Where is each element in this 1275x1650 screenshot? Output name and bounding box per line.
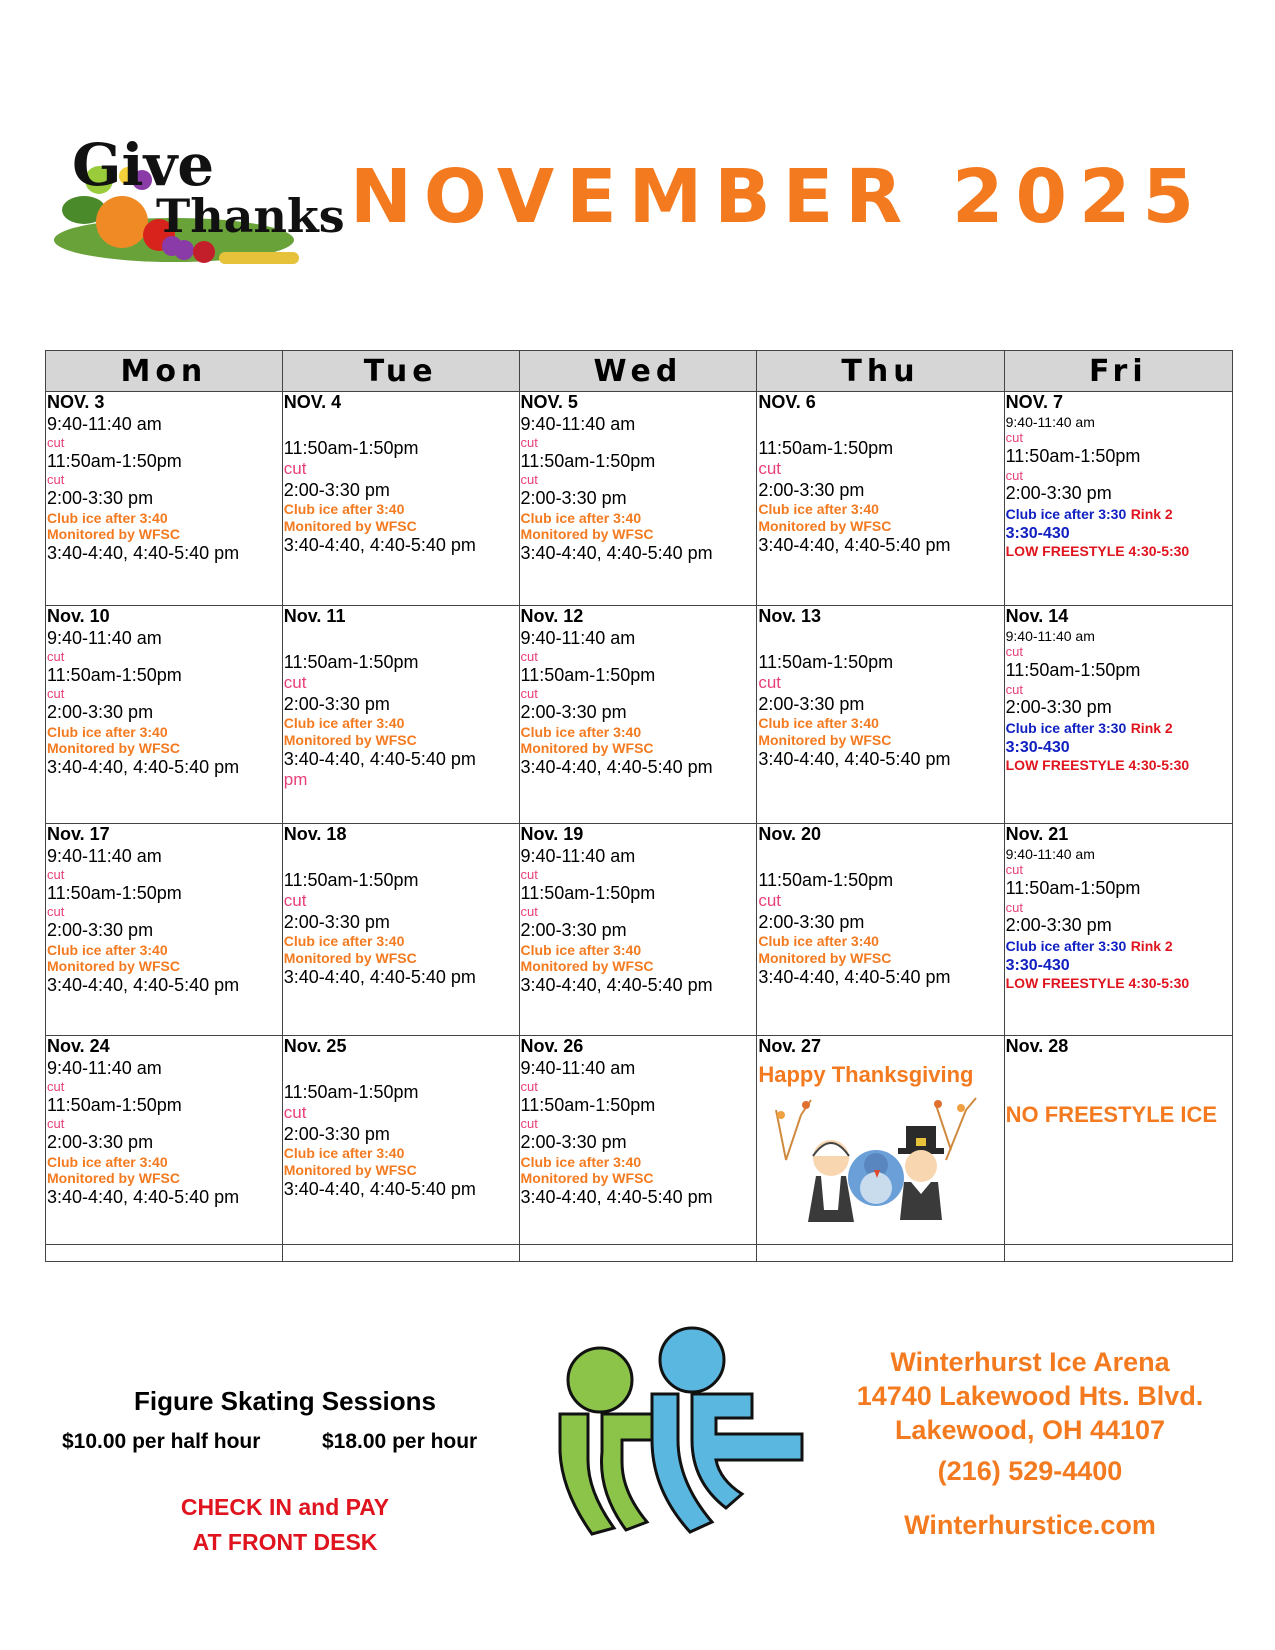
cut-note: cut [1005,430,1023,446]
session-time: 2:00-3:30 pm [1005,483,1112,504]
monitored-note: Monitored by WFSC [520,526,654,543]
session-time: 11:50am-1:50pm [758,437,894,458]
monitored-note: Monitored by WFSC [520,958,654,975]
sessions-title: Figure Skating Sessions [134,1386,436,1416]
session-time: 2:00-3:30 pm [520,701,627,722]
club-ice-note: Club ice after 3:40 [283,933,405,950]
club-ice-note: Club ice after 3:30 [1005,937,1127,954]
cut-note: cut [47,686,65,702]
session-time: 11:50am-1:50pm [283,869,419,890]
day-cell [46,392,283,606]
day-cell [757,392,1004,606]
arena-name: Winterhurst Ice Arena [890,1347,1170,1377]
day-date: Nov. 20 [758,824,822,844]
day-cell [282,606,519,824]
session-time: 2:00-3:30 pm [47,487,154,508]
monitored-note: Monitored by WFSC [283,1161,417,1178]
session-time: 2:00-3:30 pm [47,1131,154,1152]
monitored-note: Monitored by WFSC [758,731,892,748]
cut-note: cut [47,435,65,451]
cut-note: cut [283,1103,307,1123]
day-date: NOV. 7 [1005,392,1063,412]
session-time: 11:50am-1:50pm [1005,877,1141,898]
week-row [46,824,1233,1036]
session-time: 2:00-3:30 pm [283,1123,390,1144]
session-time: 9:40-11:40 am [1005,627,1095,644]
day-date: Nov. 13 [758,606,822,626]
day-date: Nov. 25 [283,1036,347,1056]
session-time: 11:50am-1:50pm [1005,445,1141,466]
monitored-note: Monitored by WFSC [47,958,180,975]
monitored-note: Monitored by WFSC [520,740,654,757]
rink-note: Rink 2 [1130,719,1173,736]
session-time: 2:00-3:30 pm [520,919,627,940]
club-ice-note: Club ice after 3:30 [1005,719,1127,736]
cut-note: cut [758,673,782,693]
session-time: 11:50am-1:50pm [758,651,894,672]
session-time: 11:50am-1:50pm [520,1094,656,1115]
session-time: 9:40-11:40 am [520,627,636,648]
day-date: NOV. 4 [283,392,342,412]
cut-note: cut [47,649,65,665]
logo-text-give: Give [72,131,215,199]
arena-city: Lakewood, OH 44107 [894,1414,1166,1445]
low-freestyle-note: LOW FREESTYLE 4:30-5:30 [1005,543,1190,560]
session-time: 11:50am-1:50pm [520,450,656,471]
checkin-line-1: CHECK IN and PAY [180,1494,390,1520]
session-time: 9:40-11:40 am [1005,413,1095,430]
cut-note: cut [47,1116,65,1132]
day-cell [757,606,1004,824]
cut-note: cut [758,459,782,479]
day-cell [519,392,757,606]
day-date: Nov. 24 [47,1036,110,1056]
session-time: 11:50am-1:50pm [520,664,656,685]
day-cell [282,392,519,606]
weekday-mon: Mon [46,351,283,392]
day-date: Nov. 17 [47,824,110,844]
cut-note: cut [520,649,538,665]
rink2-time: 3:30-430 [1005,956,1070,974]
weekday-thu: Thu [757,351,1004,392]
evening-sessions: 3:40-4:40, 4:40-5:40 pm [283,966,476,987]
club-ice-note: Club ice after 3:40 [47,941,168,958]
club-ice-note: Club ice after 3:40 [758,933,879,950]
session-time: 9:40-11:40 am [47,1057,162,1078]
monitored-note: Monitored by WFSC [47,526,180,543]
club-ice-note: Club ice after 3:40 [758,501,879,518]
price-hour: $18.00 per hour [322,1430,478,1453]
monitored-note: Monitored by WFSC [520,1170,654,1187]
low-freestyle-note: LOW FREESTYLE 4:30-5:30 [1005,975,1190,992]
session-time: 11:50am-1:50pm [1005,659,1141,680]
day-date: Nov. 14 [1005,606,1069,626]
monitored-note: Monitored by WFSC [283,949,417,966]
checkin-notice [40,1490,530,1559]
cut-note: cut [1005,467,1023,483]
session-time: 2:00-3:30 pm [520,1131,627,1152]
cut-note: cut [520,435,538,451]
evening-sessions: 3:40-4:40, 4:40-5:40 pm [758,966,951,987]
session-time: 2:00-3:30 pm [1005,697,1112,718]
club-ice-note: Club ice after 3:40 [520,509,642,526]
cut-note: cut [47,867,65,883]
cut-note: cut [1005,899,1023,915]
club-ice-note: Club ice after 3:40 [283,1145,405,1162]
weekday-fri: Fri [1004,351,1232,392]
week-row [46,606,1233,824]
day-cell [519,824,757,1036]
no-freestyle-notice: NO FREESTYLE ICE [1005,1101,1218,1127]
day-cell [519,1036,757,1245]
evening-sessions: 3:40-4:40, 4:40-5:40 pm [283,748,476,769]
cut-note: cut [47,904,65,920]
day-cell [46,606,283,824]
arena-address [820,1346,1240,1447]
session-time: 11:50am-1:50pm [758,869,894,890]
rink-note: Rink 2 [1130,505,1173,522]
day-cell [46,1036,283,1245]
day-date: NOV. 6 [758,392,816,412]
week-row [46,1036,1233,1245]
day-cell [282,1036,519,1245]
session-time: 11:50am-1:50pm [47,882,182,903]
monitored-note: Monitored by WFSC [47,740,180,757]
session-time: 2:00-3:30 pm [520,487,627,508]
session-time: 9:40-11:40 am [520,845,636,866]
session-time: 2:00-3:30 pm [47,919,154,940]
day-cell [1004,824,1232,1036]
low-freestyle-note: LOW FREESTYLE 4:30-5:30 [1005,757,1190,774]
club-ice-note: Club ice after 3:40 [283,501,405,518]
day-date: Nov. 11 [283,606,346,626]
day-date: Nov. 28 [1005,1036,1069,1056]
evening-sessions: 3:40-4:40, 4:40-5:40 pm [283,1178,476,1199]
session-time: 9:40-11:40 am [47,845,162,866]
cut-note: cut [283,459,307,479]
session-time: 11:50am-1:50pm [47,1094,182,1115]
arena-street: 14740 Lakewood Hts. Blvd. [856,1380,1204,1411]
session-time: 2:00-3:30 pm [283,911,390,932]
session-time: 9:40-11:40 am [1005,845,1095,862]
day-date: NOV. 5 [520,392,578,412]
club-ice-note: Club ice after 3:40 [520,723,642,740]
cut-note: cut [758,891,782,911]
session-time: 11:50am-1:50pm [47,664,182,685]
day-date: NOV. 3 [47,392,105,412]
evening-sessions: 3:40-4:40, 4:40-5:40 pm [520,1187,713,1208]
arena-logo [552,1322,812,1552]
cut-note: cut [520,867,538,883]
rink2-time: 3:30-430 [1005,738,1070,756]
cut-note: cut [1005,862,1023,878]
footer [0,1300,1275,1600]
arena-phone: (216) 529-4400 [937,1456,1123,1486]
week-row [46,392,1233,606]
club-ice-note: Club ice after 3:40 [47,723,168,740]
session-time: 9:40-11:40 am [520,413,636,434]
weekday-header-row [46,351,1233,392]
monitored-note: Monitored by WFSC [283,517,417,534]
session-time: 2:00-3:30 pm [758,479,865,500]
club-ice-note: Club ice after 3:30 [1005,505,1127,522]
evening-sessions: 3:40-4:40, 4:40-5:40 pm [520,975,713,996]
give-thanks-logo [44,130,345,290]
cut-note: cut [520,686,538,702]
monitored-note: Monitored by WFSC [47,1170,180,1187]
weekday-tue: Tue [282,351,519,392]
club-ice-note: Club ice after 3:40 [47,1153,168,1170]
calendar-table [45,350,1233,1262]
session-time: 11:50am-1:50pm [47,450,182,471]
cut-note: cut [1005,681,1023,697]
day-date: Nov. 10 [47,606,110,626]
cut-note: cut [1005,644,1023,660]
checkin-line-2: AT FRONT DESK [192,1528,378,1555]
session-time: 11:50am-1:50pm [283,437,419,458]
day-date: Nov. 19 [520,824,584,844]
day-date: Nov. 12 [520,606,584,626]
session-time: 2:00-3:30 pm [758,693,865,714]
evening-sessions: 3:40-4:40, 4:40-5:40 pm [520,757,713,778]
session-time: 11:50am-1:50pm [283,651,419,672]
monitored-note: Monitored by WFSC [283,731,417,748]
monitored-note: Monitored by WFSC [758,517,892,534]
cut-note: cut [520,1079,538,1095]
day-date: Nov. 27 [758,1036,822,1056]
club-ice-note: Club ice after 3:40 [47,509,168,526]
holiday-label: Happy Thanksgiving [758,1061,974,1087]
rink-note: Rink 2 [1130,937,1173,954]
session-time: 11:50am-1:50pm [520,882,656,903]
cut-note: cut [520,1116,538,1132]
evening-sessions: 3:40-4:40, 4:40-5:40 pm [47,1187,240,1208]
extra-pm-text: pm [283,770,308,790]
day-cell [1004,392,1232,606]
day-date: Nov. 26 [520,1036,584,1056]
thanksgiving-pilgrims-illustration [766,1090,986,1230]
session-time: 2:00-3:30 pm [283,693,390,714]
cut-note: cut [47,472,65,488]
session-time: 2:00-3:30 pm [1005,915,1112,936]
club-ice-note: Club ice after 3:40 [520,941,642,958]
club-ice-note: Club ice after 3:40 [758,715,879,732]
day-cell [757,824,1004,1036]
evening-sessions: 3:40-4:40, 4:40-5:40 pm [47,543,240,564]
rink2-time: 3:30-430 [1005,524,1070,542]
day-cell [1004,606,1232,824]
evening-sessions: 3:40-4:40, 4:40-5:40 pm [47,975,240,996]
empty-row [46,1245,1233,1262]
session-time: 9:40-11:40 am [47,627,162,648]
cut-note: cut [283,891,307,911]
day-cell [757,1036,1004,1245]
page-title: NOVEMBER 2025 [350,154,1206,240]
session-time: 9:40-11:40 am [520,1057,636,1078]
session-time: 11:50am-1:50pm [283,1081,419,1102]
day-cell [519,606,757,824]
evening-sessions: 3:40-4:40, 4:40-5:40 pm [283,534,476,555]
price-half-hour: $10.00 per half hour [62,1430,261,1453]
club-ice-note: Club ice after 3:40 [283,715,405,732]
day-cell [46,824,283,1036]
day-date: Nov. 21 [1005,824,1069,844]
day-date: Nov. 18 [283,824,347,844]
logo-text-thanks: Thanks [156,189,345,243]
session-time: 2:00-3:30 pm [47,701,154,722]
club-ice-note: Club ice after 3:40 [520,1153,642,1170]
session-time: 2:00-3:30 pm [758,911,865,932]
cut-note: cut [520,904,538,920]
cut-note: cut [283,673,307,693]
day-cell [1004,1036,1232,1245]
evening-sessions: 3:40-4:40, 4:40-5:40 pm [47,757,240,778]
weekday-wed: Wed [519,351,757,392]
session-time: 9:40-11:40 am [47,413,162,434]
monitored-note: Monitored by WFSC [758,949,892,966]
arena-website-link[interactable]: Winterhurstice.com [904,1510,1156,1540]
day-cell [282,824,519,1036]
evening-sessions: 3:40-4:40, 4:40-5:40 pm [520,543,713,564]
evening-sessions: 3:40-4:40, 4:40-5:40 pm [758,748,951,769]
evening-sessions: 3:40-4:40, 4:40-5:40 pm [758,534,951,555]
cut-note: cut [47,1079,65,1095]
session-time: 2:00-3:30 pm [283,479,390,500]
cut-note: cut [520,472,538,488]
